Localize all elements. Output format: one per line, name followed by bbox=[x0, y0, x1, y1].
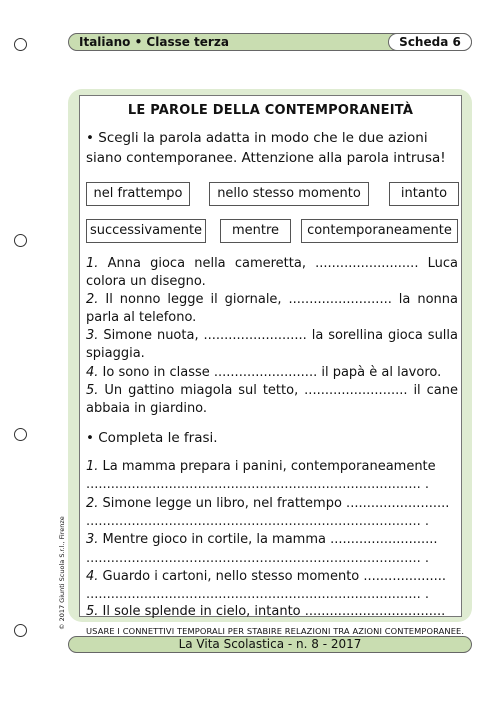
exercise-text: Io sono in classe ......................... il papà è al lavoro. bbox=[98, 365, 442, 380]
exercise-number: 3. bbox=[86, 532, 99, 547]
instruction-line: • Scegli la parola adatta in modo che le due azioni bbox=[86, 130, 428, 146]
exercise-number: 2. bbox=[86, 496, 99, 511]
binder-hole bbox=[14, 38, 27, 51]
sentence-line bbox=[86, 604, 458, 619]
scheda-label: Scheda 6 bbox=[388, 33, 472, 51]
exercise-number: 5. bbox=[86, 383, 99, 398]
footnote: USARE I CONNETTIVI TEMPORALI PER STABIRE RELAZIONI TRA AZIONI CONTEMPORANEE. bbox=[86, 626, 465, 636]
answer-line[interactable]: ................................................................................. . bbox=[86, 551, 429, 566]
instruction-line: siano contemporanee. Attenzione alla parola intrusa! bbox=[86, 150, 446, 166]
exercise-number: 4. bbox=[86, 569, 99, 584]
exercise-number: 4. bbox=[86, 365, 99, 380]
answer-line[interactable]: ................................................................................. . bbox=[86, 477, 429, 492]
exercise-item bbox=[86, 364, 458, 382]
exercise-number: 5. bbox=[86, 604, 99, 619]
sentence-text: Il sole splende in cielo, intanto .................................. bbox=[98, 604, 446, 619]
answer-line[interactable]: ................................................................................. . bbox=[86, 587, 429, 602]
word-box[interactable]: intanto bbox=[389, 182, 459, 206]
copyright-notice: © 2017 Giunti Scuola S.r.l., Firenze bbox=[58, 516, 66, 630]
exercise-number: 2. bbox=[86, 292, 99, 307]
exercise-number: 1. bbox=[86, 459, 99, 474]
page-title: LE PAROLE DELLA CONTEMPORANEITÀ bbox=[127, 103, 414, 118]
sentence-text: Guardo i cartoni, nello stesso momento .................... bbox=[98, 569, 447, 584]
footer-label: La Vita Scolastica - n. 8 - 2017 bbox=[178, 637, 362, 651]
sentence-line bbox=[86, 569, 458, 584]
binder-hole bbox=[14, 428, 27, 441]
sentence-line bbox=[86, 496, 458, 511]
exercise-number: 1. bbox=[86, 256, 99, 271]
subject-label: Italiano • Classe terza bbox=[79, 35, 229, 49]
answer-line[interactable]: ................................................................................. . bbox=[86, 514, 429, 529]
word-box[interactable]: contemporaneamente bbox=[301, 219, 458, 243]
footer-bar bbox=[68, 636, 472, 653]
exercise-number: 3. bbox=[86, 328, 99, 343]
binder-hole bbox=[14, 234, 27, 247]
word-box[interactable]: mentre bbox=[220, 219, 291, 243]
word-box[interactable]: nel frattempo bbox=[86, 182, 190, 206]
exercise-item bbox=[86, 327, 458, 362]
exercise-item bbox=[86, 382, 458, 417]
exercise-text: Simone nuota, ......................... la sorellina gioca sulla spiaggia. bbox=[86, 328, 458, 361]
exercise-item bbox=[86, 255, 458, 290]
exercise-text: Anna gioca nella cameretta, ......................... Luca colora un disegno. bbox=[86, 256, 458, 289]
sentence-text: Mentre gioco in cortile, la mamma .......................... bbox=[98, 532, 438, 547]
sentence-line bbox=[86, 532, 458, 547]
word-box[interactable]: nello stesso momento bbox=[209, 182, 369, 206]
exercise-text: Il nonno legge il giornale, ......................... la nonna parla al telefono. bbox=[86, 292, 458, 325]
sentence-text: La mamma prepara i panini, contemporaneamente bbox=[98, 459, 436, 474]
exercise-text: Un gattino miagola sul tetto, ......................... il cane abbaia in giardino. bbox=[86, 383, 458, 416]
sentence-line bbox=[86, 459, 458, 474]
exercise-item bbox=[86, 291, 458, 326]
instruction-line: • Completa le frasi. bbox=[86, 430, 218, 446]
word-box[interactable]: successivamente bbox=[86, 219, 206, 243]
binder-hole bbox=[14, 624, 27, 637]
sentence-text: Simone legge un libro, nel frattempo ......................... bbox=[98, 496, 450, 511]
header-bar bbox=[68, 33, 472, 51]
